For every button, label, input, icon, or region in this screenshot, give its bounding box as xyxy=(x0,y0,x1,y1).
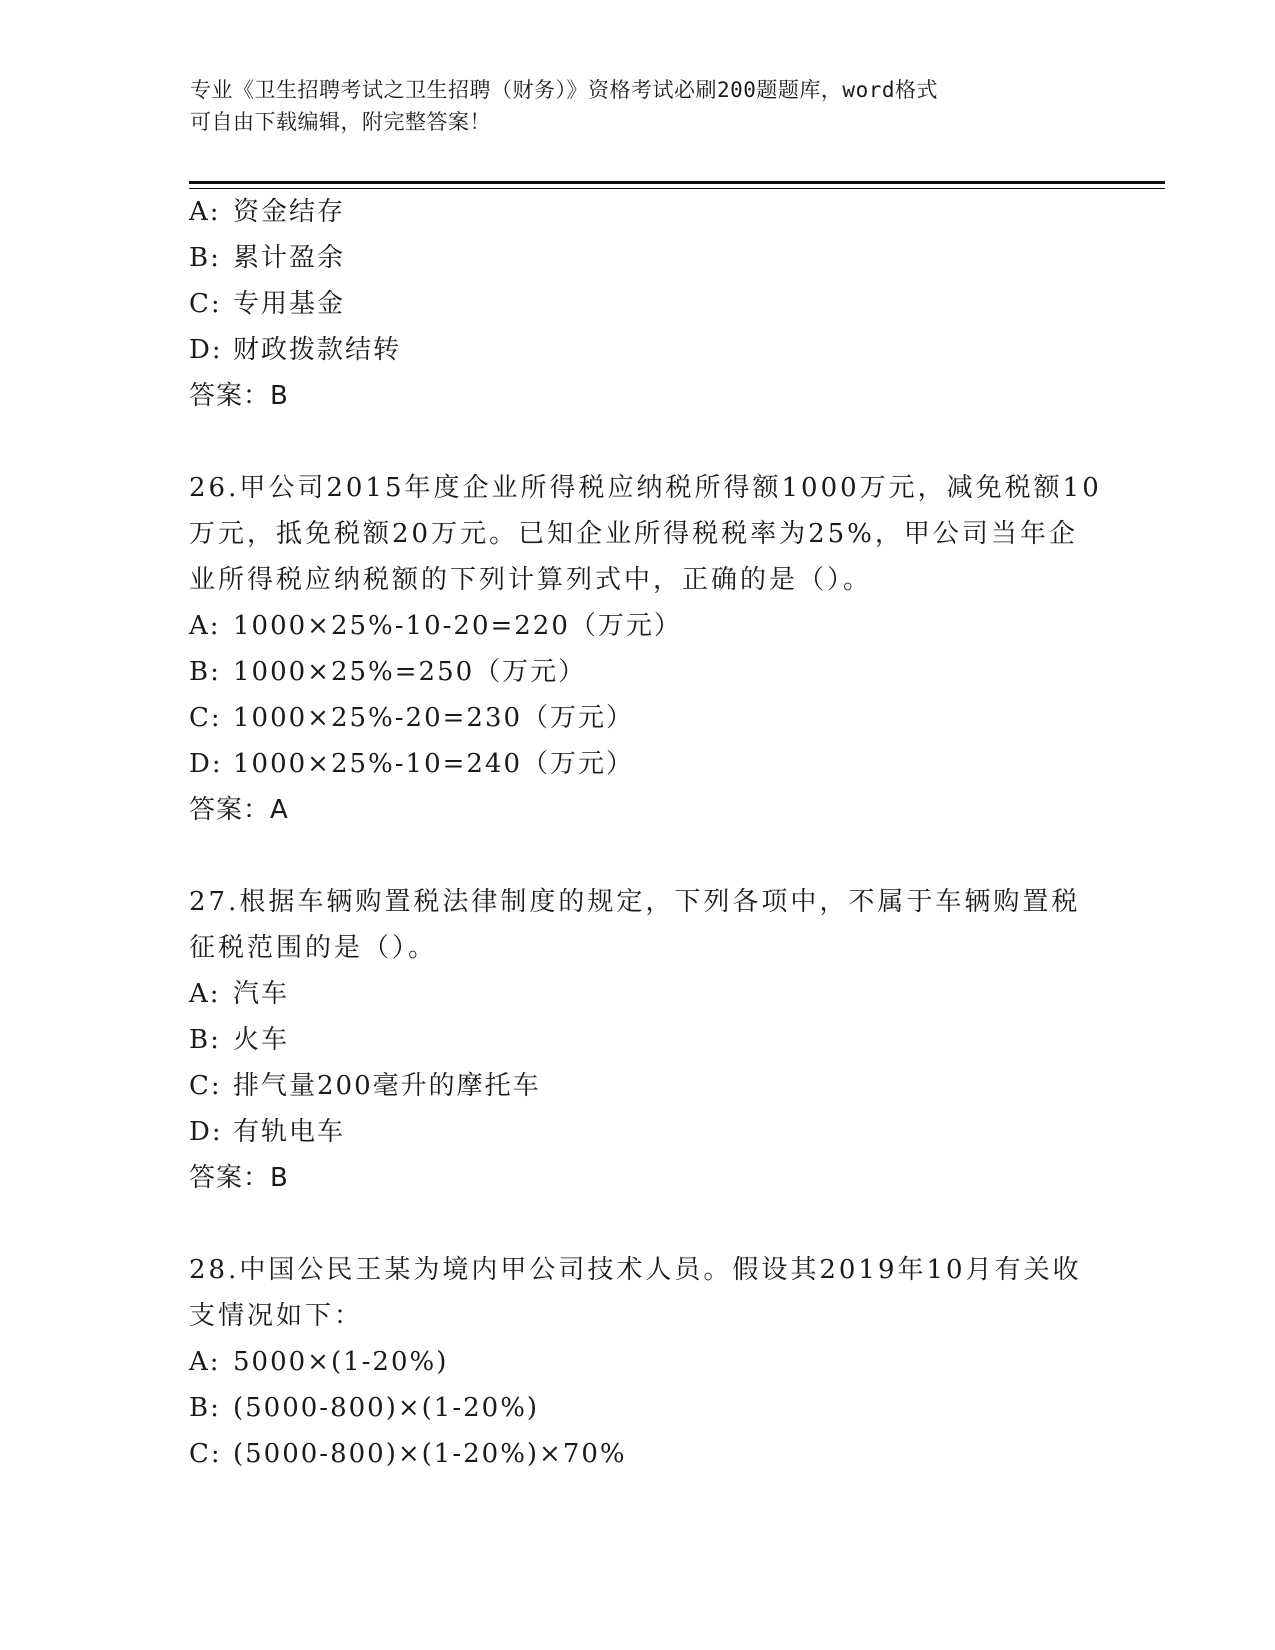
question-text-line: 支情况如下： xyxy=(189,1301,364,1331)
answer-line: 答案：A xyxy=(189,795,289,825)
question-26 xyxy=(189,465,1102,833)
option-b: B: 累计盈余 xyxy=(189,243,346,273)
question-text-line: 27.根据车辆购置税法律制度的规定，下列各项中，不属于车辆购置税 xyxy=(189,887,1081,917)
option-d: D: 有轨电车 xyxy=(189,1117,346,1147)
header-title-line-1: 专业《卫生招聘考试之卫生招聘（财务）》资格考试必刷200题题库，word格式 xyxy=(190,78,938,102)
spacer xyxy=(189,833,1089,879)
option-c: C: 专用基金 xyxy=(189,289,346,319)
spacer xyxy=(189,1201,1089,1247)
answer-line: 答案：B xyxy=(189,381,289,411)
question-text-line: 征税范围的是（）。 xyxy=(189,933,438,963)
option-a: A: 5000×(1-20%) xyxy=(189,1347,449,1377)
option-a: A: 汽车 xyxy=(189,979,290,1009)
option-a: A: 1000×25%-10-20=220（万元） xyxy=(189,611,682,641)
header-title-line-2: 可自由下载编辑，附完整答案！ xyxy=(190,110,491,134)
option-d: D: 1000×25%-10=240（万元） xyxy=(189,749,635,779)
question-27 xyxy=(189,879,1089,1201)
spacer xyxy=(189,419,1089,465)
question-25 xyxy=(189,189,1089,419)
option-b: B: 1000×25%=250（万元） xyxy=(189,657,587,687)
option-a: A: 资金结存 xyxy=(189,197,346,227)
document-header xyxy=(190,74,1090,138)
question-text-line: 业所得税应纳税额的下列计算列式中，正确的是（）。 xyxy=(189,565,873,595)
option-c: C: (5000-800)×(1-20%)×70% xyxy=(189,1439,627,1469)
answer-line: 答案：B xyxy=(189,1163,289,1193)
question-text-line: 28.中国公民王某为境内甲公司技术人员。假设其2019年10月有关收 xyxy=(189,1255,1082,1285)
question-text-line: 26.甲公司2015年度企业所得税应纳税所得额1000万元，减免税额10 xyxy=(189,473,1102,503)
option-b: B: (5000-800)×(1-20%) xyxy=(189,1393,540,1423)
option-d: D: 财政拨款结转 xyxy=(189,335,402,365)
question-list xyxy=(189,189,1102,1477)
option-b: B: 火车 xyxy=(189,1025,290,1055)
header-divider-thick xyxy=(189,181,1165,184)
option-c: C: 1000×25%-20=230（万元） xyxy=(189,703,635,733)
question-28 xyxy=(189,1247,1089,1477)
option-c: C: 排气量200毫升的摩托车 xyxy=(189,1071,541,1101)
question-text-line: 万元，抵免税额20万元。已知企业所得税税率为25%，甲公司当年企 xyxy=(189,519,1078,549)
